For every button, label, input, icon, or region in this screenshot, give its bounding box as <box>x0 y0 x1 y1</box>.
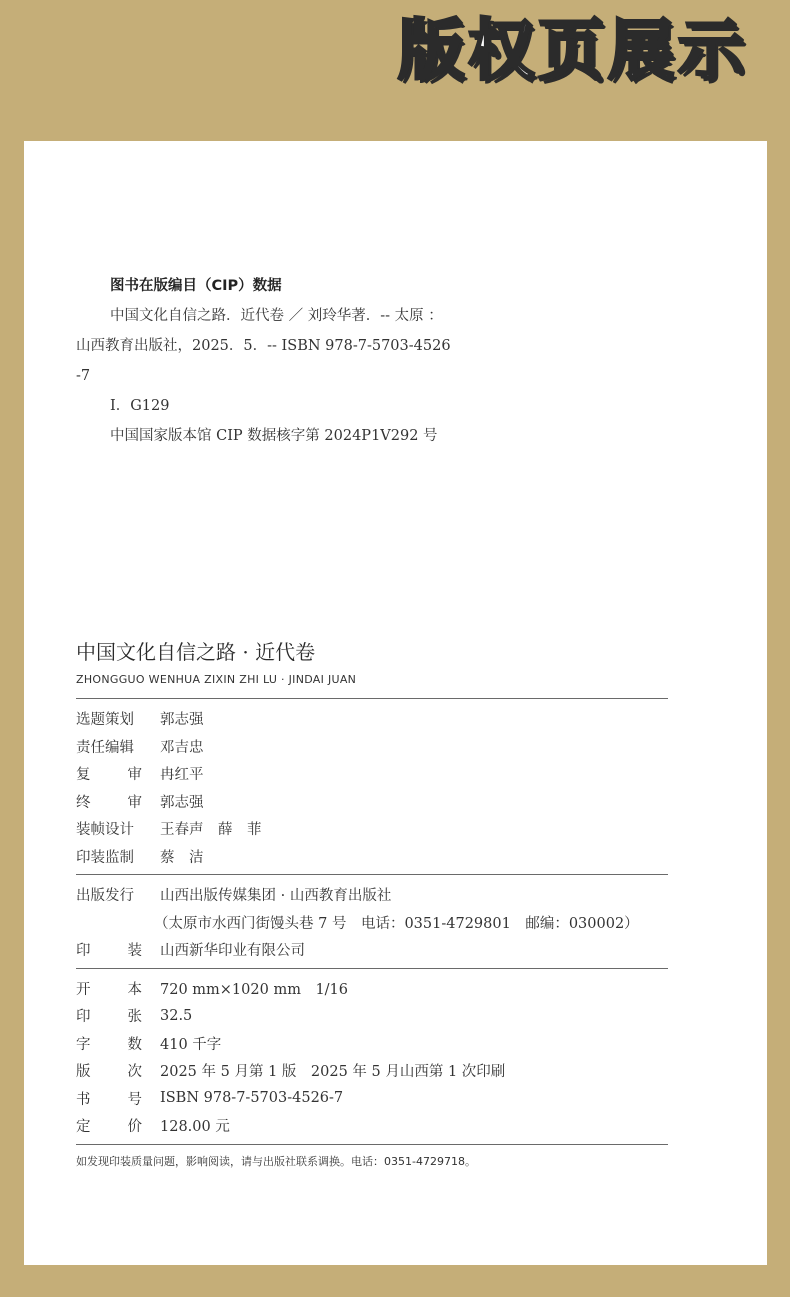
spec-value: 720 mm×1020 mm 1/16 <box>160 981 349 998</box>
credit-value: 郭志强 <box>160 794 204 811</box>
book-pinyin-title: ZHONGGUO WENHUA ZIXIN ZHI LU · JINDAI JUAN <box>76 673 357 686</box>
printer-label: 印 装 <box>76 943 142 960</box>
cip-line: Ⅰ．G129 <box>110 398 170 414</box>
spec-row <box>76 1112 668 1140</box>
spec-label: 印 张 <box>76 1009 142 1026</box>
credit-label: 终 审 <box>76 794 142 811</box>
credit-label: 装帧设计 <box>76 822 134 839</box>
publisher-address: （太原市水西门街馒头巷 7 号 电话：0351-4729801 邮编：030002） <box>154 915 639 932</box>
credit-row <box>76 815 668 843</box>
book-title: 中国文化自信之路 · 近代卷 <box>76 640 316 664</box>
spec-row <box>76 975 668 1003</box>
cip-block <box>76 271 516 451</box>
quality-notice: 如发现印装质量问题，影响阅读，请与出版社联系调换。电话：0351-4729718。 <box>76 1154 476 1168</box>
cip-line: 山西教育出版社，2025．5．-- ISBN 978-7-5703-4526 <box>76 338 451 354</box>
credit-label: 复 审 <box>76 767 142 784</box>
credit-row <box>76 788 668 816</box>
credit-value: 郭志强 <box>160 712 204 729</box>
publisher-info <box>76 875 668 968</box>
copyright-page <box>24 141 767 1265</box>
publisher-row <box>76 881 668 909</box>
spec-value: 2025 年 5 月第 1 版 2025 年 5 月山西第 1 次印刷 <box>160 1064 506 1081</box>
spec-value: 32.5 <box>160 1007 193 1024</box>
spec-label: 字 数 <box>76 1036 142 1053</box>
credit-label: 责任编辑 <box>76 739 134 756</box>
credit-value: 邓吉忠 <box>160 739 204 756</box>
credit-row <box>76 843 668 871</box>
spec-value: 410 千字 <box>160 1036 222 1053</box>
printer-row <box>76 936 668 964</box>
cip-line: 中国文化自信之路．近代卷 ／ 刘玲华著．-- 太原 ： <box>110 308 443 324</box>
printer-value: 山西新华印业有限公司 <box>160 943 305 960</box>
publisher-address-row <box>76 909 668 937</box>
spec-list <box>76 969 668 1144</box>
credit-label: 选题策划 <box>76 712 134 729</box>
credit-value: 蔡 洁 <box>160 849 204 866</box>
credit-value: 王春声 薛 菲 <box>160 822 262 839</box>
cip-heading: 图书在版编目（CIP）数据 <box>110 278 282 294</box>
spec-row <box>76 1002 668 1030</box>
credit-row <box>76 705 668 733</box>
spec-value: ISBN 978-7-5703-4526-7 <box>160 1090 344 1107</box>
spec-row <box>76 1057 668 1085</box>
publisher-label: 出版发行 <box>76 888 134 905</box>
cip-line: -7 <box>76 368 91 384</box>
spec-label: 版 次 <box>76 1064 142 1081</box>
banner-title: 版权页展示 <box>398 12 748 89</box>
credit-row <box>76 733 668 761</box>
spec-label: 书 号 <box>76 1091 142 1108</box>
publisher-value: 山西出版传媒集团 · 山西教育出版社 <box>160 888 392 905</box>
credit-label: 印装监制 <box>76 849 134 866</box>
spec-label: 定 价 <box>76 1119 142 1136</box>
credit-row <box>76 760 668 788</box>
divider <box>76 1144 668 1145</box>
spec-label: 开 本 <box>76 981 142 998</box>
cip-line: 中国国家版本馆 CIP 数据核字第 2024P1V292 号 <box>110 428 438 444</box>
spec-value: 128.00 元 <box>160 1119 230 1136</box>
staff-credits <box>76 699 668 874</box>
spec-row <box>76 1085 668 1113</box>
credit-value: 冉红平 <box>160 767 204 784</box>
book-info <box>76 637 668 1169</box>
spec-row <box>76 1030 668 1058</box>
